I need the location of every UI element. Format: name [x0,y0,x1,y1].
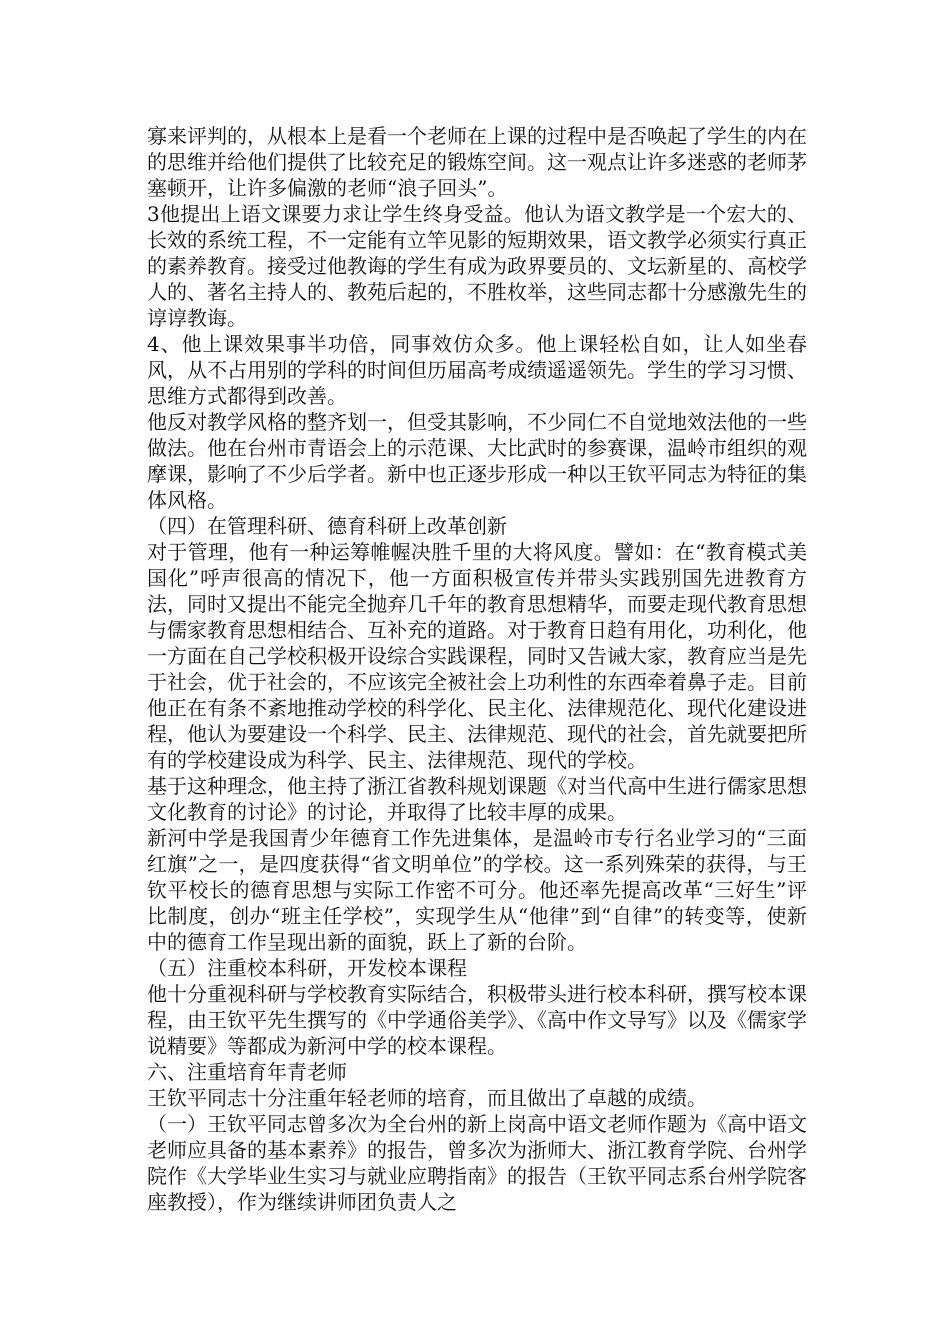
paragraph-13: （一）王钦平同志曾多次为全台州的新上岗高中语文老师作题为《高中语文老师应具备的基本素养》的报告，曾多次为浙师大、浙江教育学院、台州学院作《大学毕业生实习与就业应聘指南》的报告（王钦平同志系台州学院客座教授），作为继续讲师团负责人之 [147,1112,807,1214]
paragraph-12: 王钦平同志十分注重年轻老师的培育，而且做出了卓越的成绩。 [147,1086,707,1110]
paragraph-2: 3他提出上语文课要力求让学生终身受益。他认为语文教学是一个宏大的、长效的系统工程，不一定能有立竿见影的短期效果，语文教学必须实行真正的素养教育。接受过他教诲的学生有成为政界要员的、文坛新星的、高校学人的、著名主持人的、教苑后起的，不胜枚举，这些同志都十分感激先生的谆谆教诲。 [147,202,807,330]
paragraph-7: 基于这种理念，他主持了浙江省教科规划课题《对当代高中生进行儒家思想文化教育的讨论》的讨论，并取得了比较丰厚的成果。 [147,774,807,824]
paragraph-6: 对于管理，他有一种运筹帷幄决胜千里的大将风度。譬如：在“教育模式美国化”呼声很高的情况下，他一方面积极宣传并带头实践别国先进教育方法，同时又提出不能完全抛弃几千年的教育思想精华，而要走现代教育思想与儒家教育思想相结合、互补充的道路。对于教育日趋有用化，功利化，他一方面在自己学校积极开设综合实践课程，同时又告诫大家，教育应当是先于社会，优于社会的，不应该完全被社会上功利性的东西牵着鼻子走。目前他正在有条不紊地推动学校的科学化、民主化、法律规范化、现代化建设进程，他认为要建设一个科学、民主、法律规范、现代的社会，首先就要把所有的学校建设成为科学、民主、法律规范、现代的学校。 [147,540,807,772]
paragraph-8: 新河中学是我国青少年德育工作先进集体，是温岭市专行名业学习的“三面红旗”之一，是四度获得“省文明单位”的学校。这一系列殊荣的获得，与王钦平校长的德育思想与实际工作密不可分。他还率先提高改革“三好生”评比制度，创办“班主任学校”，实现学生从“他律”到“自律”的转变等，使新中的德育工作呈现出新的面貌，跃上了新的台阶。 [147,826,807,954]
section-heading-4: （四）在管理科研、德育科研上改革创新 [147,514,507,538]
section-heading-5: （五）注重校本科研，开发校本课程 [147,956,467,980]
paragraph-10: 他十分重视科研与学校教育实际结合，积极带头进行校本科研，撰写校本课程，由王钦平先生撰写的《中学通俗美学》、《高中作文导写》以及《儒家学说精要》等都成为新河中学的校本课程。 [147,982,807,1058]
paragraph-4: 他反对教学风格的整齐划一，但受其影响，不少同仁不自觉地效法他的一些做法。他在台州市青语会上的示范课、大比武时的参赛课，温岭市组织的观摩课，影响了不少后学者。新中也正逐步形成一种以王钦平同志为特征的集体风格。 [147,410,807,512]
section-heading-6: 六、注重培育年青老师 [147,1060,347,1084]
paragraph-3: 4、他上课效果事半功倍，同事效仿众多。他上课轻松自如，让人如坐春风，从不占用别的学科的时间但历届高考成绩遥遥领先。学生的学习习惯、思维方式都得到改善。 [147,332,807,408]
document-body [147,123,807,1215]
paragraph-1: 寡来评判的，从根本上是看一个老师在上课的过程中是否唤起了学生的内在的思维并给他们提供了比较充足的锻炼空间。这一观点让许多迷惑的老师茅塞顿开，让许多偏激的老师“浪子回头”。 [147,124,807,200]
